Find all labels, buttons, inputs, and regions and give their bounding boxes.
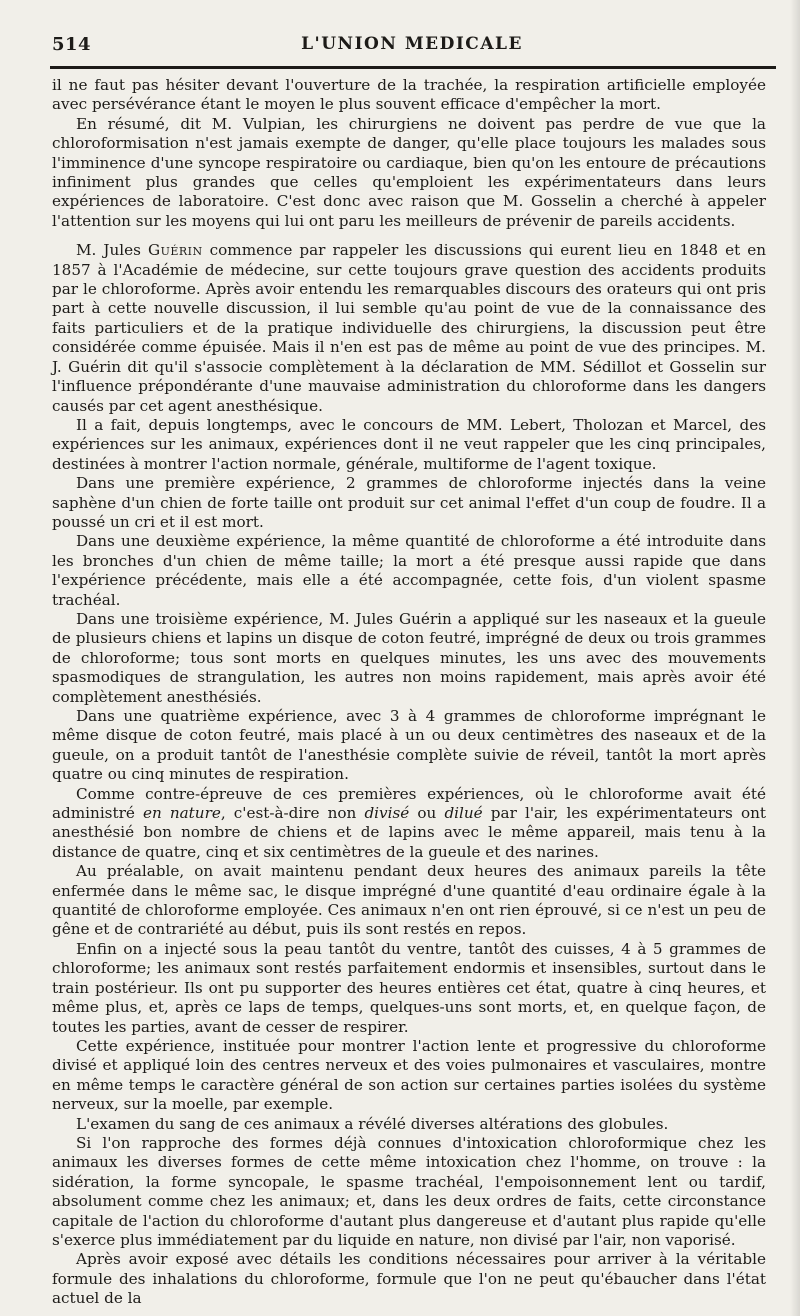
paragraph-2: En résumé, dit M. Vulpian, les chirurgiens ne doivent pas perdre de vue que la chloroformisation n'est jamais exempte de danger, qu'elle place toujours les malades sous l'imminence d'une syncope respiratoire ou cardiaque, bien qu'on les entoure de précautions infiniment plus grandes que celles qu'emploient les expérimentateurs dans leurs expériences de laboratoire. C'est donc avec raison que M. Gosselin a cherché à appeler l'attention sur les moyens qui lui ont paru les meilleurs de prévenir de pareils accidents. [52,114,766,230]
paragraph-11: Enfin on a injecté sous la peau tantôt du ventre, tantôt des cuisses, 4 à 5 grammes de chloroforme; les animaux sont restés parfaitement endormis et insensibles, surtout dans le train postérieur. Ils ont pu supporter des heures entières cet état, quatre à cinq heures, et même plus, et, après ce laps de temps, quelques-uns sont morts, et, en quelque façon, de toutes les parties, avant de cesser de respirer. [52,939,766,1036]
paragraph-9-text-g: par l'air, les expérimentateurs ont anesthésié bon nombre de chiens et de lapins avec le même appareil, mais tenu à la distance de quatre, cinq et six centimètres de la gueule et des narines. [52,804,766,861]
italic-en-nature: en nature [142,804,221,823]
paragraph-6: Dans une deuxième expérience, la même quantité de chloroforme a été introduite dans les bronches d'un chien de même taille; la mort a été presque aussi rapide que dans l'expérience précédente, mais elle a été accompagnée, cette fois, d'un violent spasme trachéal. [52,532,766,609]
paragraph-12: Cette expérience, instituée pour montrer l'action lente et progressive du chloroforme divisé et appliqué loin des centres nerveux et des voies pulmonaires et vasculaires, montre en même temps le caractère général de son action sur certaines parties isolées du système nerveux, sur la moelle, par exemple. [52,1036,766,1114]
paragraph-9-text-a: Comme contre-épreuve de ces premières expériences, où le chloroforme avait été administré [52,784,766,823]
paragraph-9 [52,785,766,863]
page-number: 514 [52,34,92,55]
running-title: L'UNION MEDICALE [301,34,523,54]
paragraph-5: Dans une première expérience, 2 grammes de chloroforme injectés dans la veine saphène d'un chien de forte taille ont produit sur cet animal l'effet d'un coup de foudre. Il a poussé un cri et il est mort. [52,474,766,531]
paragraph-3 [52,241,766,416]
paragraph-1: il ne faut pas hésiter devant l'ouverture de la trachée, la respiration artificielle employée avec persévérance étant le moyen le plus souvent efficace d'empêcher la mort. [52,76,766,114]
article-body [52,76,766,1309]
italic-divise: divisé [364,804,410,823]
paragraph-4: Il a fait, depuis longtemps, avec le concours de MM. Lebert, Tholozan et Marcel, des expériences sur les animaux, expériences dont il ne veut rappeler que les cinq principales, destinées à montrer l'action normale, générale, multiforme de l'agent toxique. [52,415,766,473]
page-header [52,34,772,62]
page-edge-shadow [790,0,800,1316]
paragraph-10: Au préalable, on avait maintenu pendant deux heures des animaux pareils la tête enfermée dans le même sac, le disque imprégné d'une quantité d'eau ordinaire égale à la quantité de chloroforme employée. Ces animaux n'en ont rien éprouvé, si ce n'est un peu de gêne et de contrariété au début, puis ils sont restés en repos. [52,862,766,939]
speaker-name: Guérin [147,241,203,260]
paragraph-7: Dans une troisième expérience, M. Jules Guérin a appliqué sur les naseaux et la gueule de plusieurs chiens et lapins un disque de coton feutré, imprégné de deux ou trois grammes de chloroforme; tous sont morts en quelques minutes, les uns avec des mouvements spasmodiques de strangulation, les autres non moins rapidement, mais après avoir été complètement anesthésiés. [52,609,766,706]
paragraph-8: Dans une quatrième expérience, avec 3 à 4 grammes de chloroforme imprégnant le même disque de coton feutré, mais placé à un ou deux centimètres des naseaux et de la gueule, on a produit tantôt de l'anesthésie complète suivie de réveil, tantôt la mort après quatre ou cinq minutes de respiration. [52,707,766,784]
paragraph-9-text-e: ou [409,804,445,823]
header-rule [50,66,776,69]
paragraph-13: L'examen du sang de ces animaux a révélé diverses altérations des globules. [76,1114,669,1133]
paragraph-3-start: M. Jules [76,241,148,260]
paragraph-3-end: commence par rappeler les discussions qui eurent lieu en 1848 et en 1857 à l'Académie de médecine, sur cette toujours grave question des accidents produits par le chloroforme. Après avoir entendu les remarquables discours des orateurs qui ont pris part à cette nouvelle discussion, il lui semble qu'au point de vue de la connaissance des faits particuliers et de la pratique individuelle des chirurgiens, la discussion peut être considérée comme épuisée. Mais il n'en est pas de même au point de vue des principes. M. J. Guérin dit qu'il s'associe complètement à la déclaration de MM. Sédillot et Gosselin sur l'influence prépondérante d'une mauvaise administration du chloroforme dans les dangers causés par cet agent anesthésique. [52,241,766,415]
italic-dilue: dilué [444,804,483,823]
paragraph-15: Après avoir exposé avec détails les conditions nécessaires pour arriver à la véritable formule des inhalations du chloroforme, formule que l'on ne peut qu'ébaucher dans l'état actuel de la [52,1250,766,1308]
paragraph-9-text-c: , c'est-à-dire non [220,804,365,823]
paragraph-14: Si l'on rapproche des formes déjà connues d'intoxication chloroformique chez les animaux les diverses formes de cette même intoxication chez l'homme, on trouve : la sidération, la forme syncopale, le spasme trachéal, l'empoisonnement lent ou tardif, absolument comme chez les animaux; et, dans les deux ordres de faits, cette circonstance capitale de l'action du chloroforme d'autant plus dangereuse et d'autant plus rapide qu'elle s'exerce plus immédiatement par du liquide en nature, non divisé par l'air, non vaporisé. [52,1133,766,1249]
